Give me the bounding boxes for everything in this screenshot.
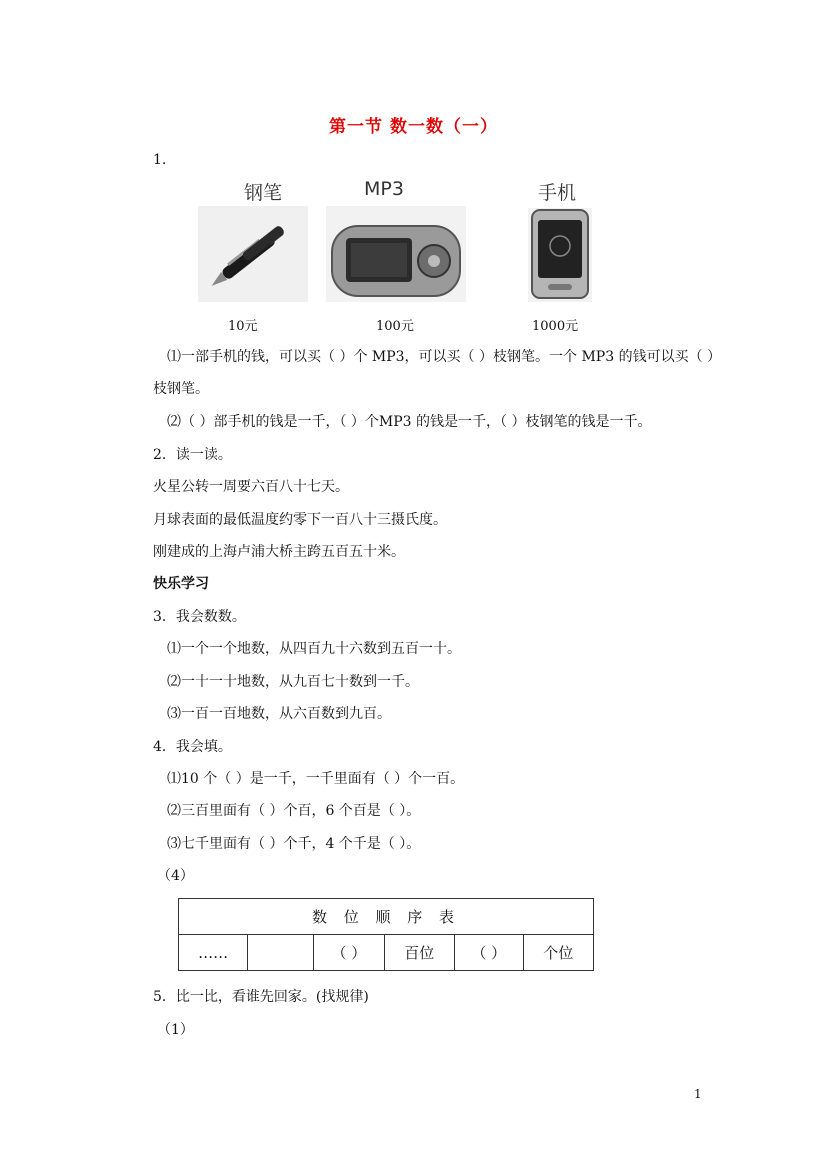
q3-item: ⑵一十一十地数，从九百七十数到一千。 [167,674,419,690]
q3-item: ⑴一个一个地数，从四百九十六数到五百一十。 [167,641,461,657]
q4-part4-label: （4） [157,868,194,884]
mp3-player-icon [326,206,466,302]
q1-part1-line2: 枝钢笔。 [153,381,209,397]
page-number: 1 [694,1087,702,1101]
table-cell [248,935,314,971]
table-cell: （ ） [314,935,384,971]
q1-number: 1. [153,152,167,168]
q4-item: ⑴10 个（ ）是一千，一千里面有（ ）个一百。 [167,771,465,787]
table-header: 数 位 顺 序 表 [179,899,594,935]
section-heading: 快乐学习 [153,576,209,592]
product-label: 钢笔 [244,182,283,204]
table-cell: …… [179,935,248,971]
q2-line: 月球表面的最低温度约零下一百八十三摄氏度。 [153,512,447,528]
product-label: MP3 [364,178,404,200]
q5-part1-label: （1） [157,1022,194,1038]
product-mp3 [326,176,466,304]
pen-price: 10元 [228,319,258,334]
phone-price: 1000元 [532,319,579,334]
q1-part2: ⑵（ ）部手机的钱是一千，（ ）个MP3 的钱是一千，（ ）枝钢笔的钱是一千。 [167,414,652,430]
product-pen [198,176,308,304]
product-phone [524,176,594,304]
table-cell: （ ） [455,935,524,971]
q2-heading: 2．读一读。 [153,447,232,463]
q2-line: 火星公转一周要六百八十七天。 [153,479,349,495]
mp3-price: 100元 [376,319,414,334]
place-value-table [178,898,594,971]
q2-line: 刚建成的上海卢浦大桥主跨五百五十米。 [153,544,405,560]
table-cell: 百位 [384,935,454,971]
q4-heading: 4．我会填。 [153,739,232,755]
q4-item: ⑵三百里面有（ ）个百，6 个百是（ ）。 [167,803,421,819]
q5-heading: 5．比一比，看谁先回家。(找规律) [153,989,369,1005]
page-title: 第一节 数一数（一） [329,117,498,137]
pen-icon [198,206,308,302]
q3-heading: 3．我会数数。 [153,609,246,625]
mobile-phone-icon [528,208,592,302]
q3-item: ⑶一百一百地数，从六百数到九百。 [167,706,391,722]
product-label: 手机 [538,182,577,204]
q4-item: ⑶七千里面有（ ）个千，4 个千是（ ）。 [167,836,421,852]
q1-part1-line1: ⑴一部手机的钱，可以买（ ）个 MP3，可以买（ ）枝钢笔。一个 MP3 的钱可以买（ ） [167,349,722,365]
table-cell: 个位 [523,935,593,971]
